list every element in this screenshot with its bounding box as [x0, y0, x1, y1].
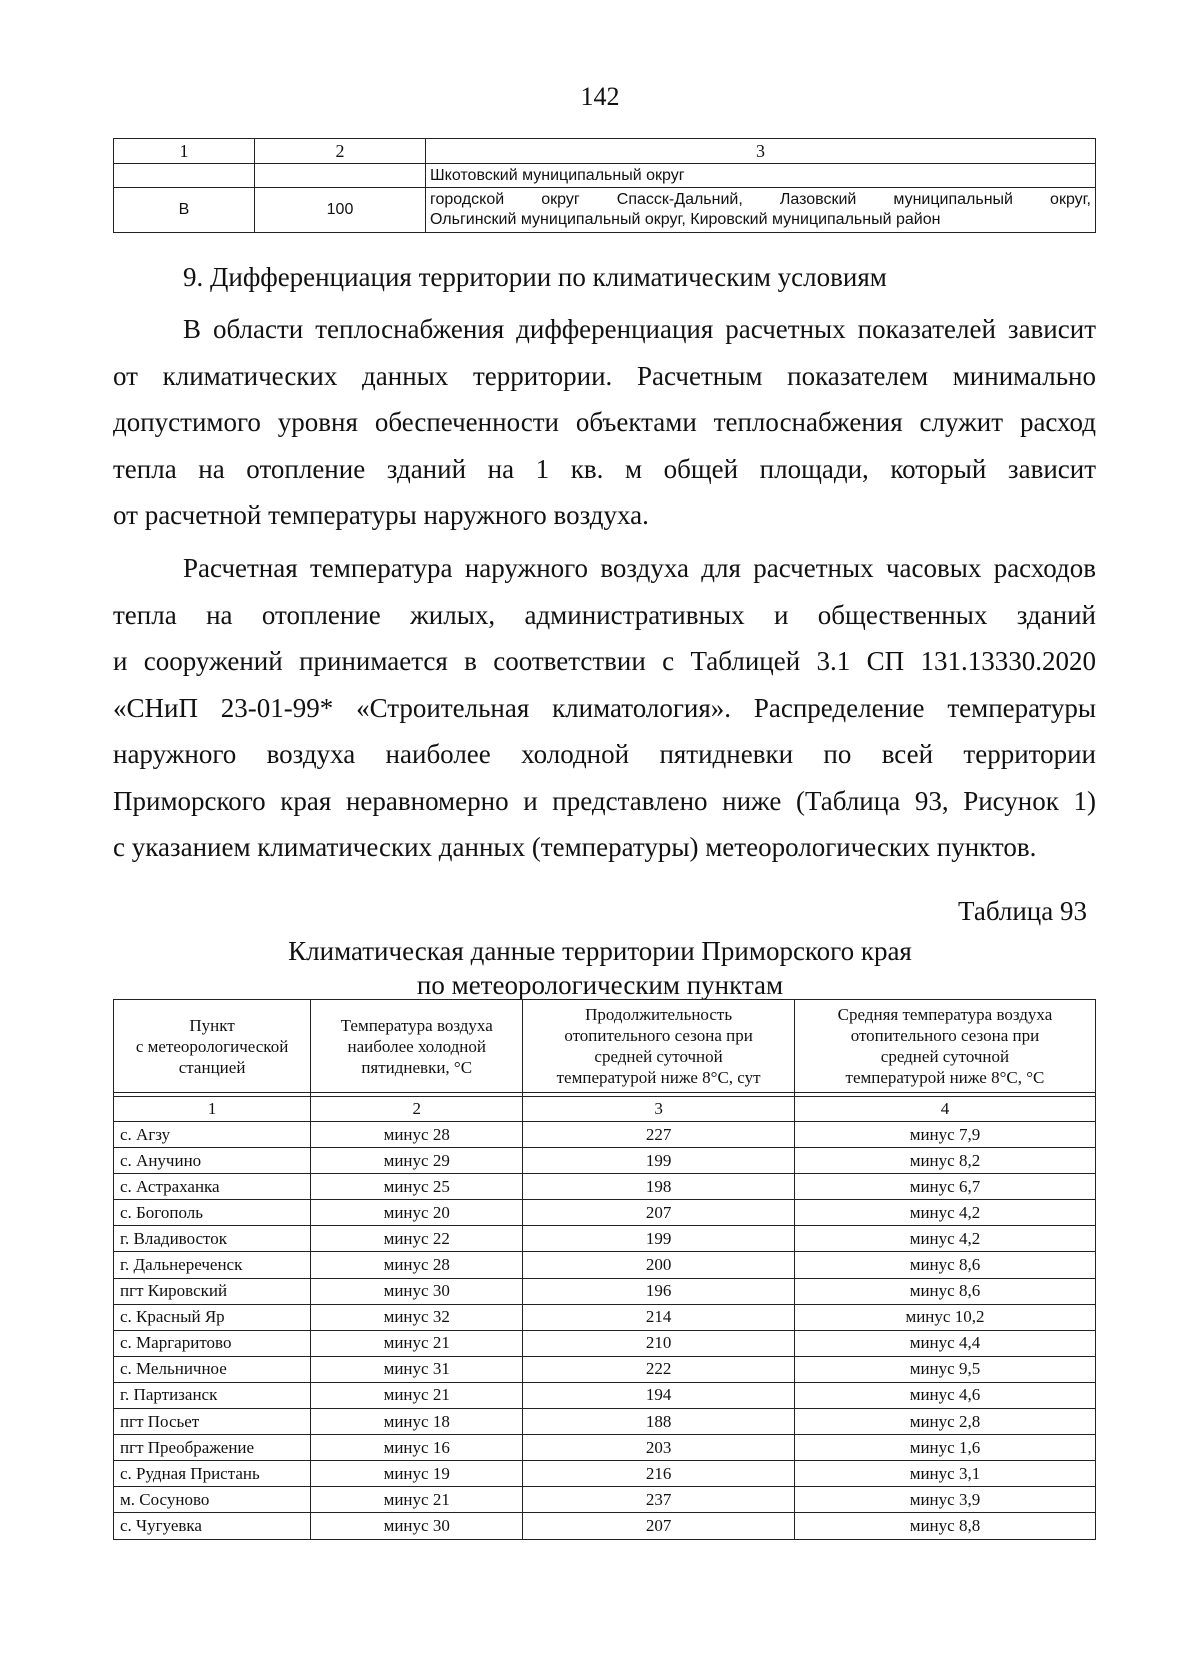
header-line: Продолжительность: [585, 1005, 733, 1024]
table-row: [114, 1435, 1096, 1461]
column-number: 3: [426, 139, 1096, 164]
temperature-cell: минус 19: [311, 1461, 523, 1487]
temperature-cell: минус 21: [311, 1382, 523, 1408]
header-line: средней суточной: [880, 1047, 1010, 1066]
duration-cell: 196: [523, 1278, 795, 1304]
temperature-cell: минус 30: [311, 1513, 523, 1539]
table-cell: В: [114, 188, 255, 233]
station-cell: с. Анучино: [114, 1148, 311, 1174]
header-line: температурой ниже 8°С, сут: [556, 1068, 761, 1087]
station-cell: г. Дальнереченск: [114, 1252, 311, 1278]
table-row: [114, 1330, 1096, 1356]
header-line: пятидневки, °С: [361, 1057, 473, 1077]
duration-cell: 198: [523, 1174, 795, 1200]
header-line: Пункт: [189, 1015, 235, 1035]
table-row: [114, 1356, 1096, 1382]
duration-cell: 203: [523, 1435, 795, 1461]
station-cell: с. Мельничное: [114, 1356, 311, 1382]
temperature-cell: минус 18: [311, 1409, 523, 1435]
table-row: [114, 1226, 1096, 1252]
duration-cell: 200: [523, 1252, 795, 1278]
table-row: [114, 1252, 1096, 1278]
paragraph-line: «СНиП 23-01-99* «Строительная климатология». Распределение температуры: [113, 692, 1096, 723]
temperature-cell: минус 20: [311, 1200, 523, 1226]
column-number: 1: [114, 1097, 311, 1122]
temperature-cell: минус 28: [311, 1252, 523, 1278]
paragraph-line: от расчетной температуры наружного воздуха.: [113, 500, 649, 530]
temperature-cell: минус 29: [311, 1148, 523, 1174]
paragraph-line: с указанием климатических данных (температуры) метеорологических пунктов.: [113, 832, 1037, 862]
header-line: с метеорологической: [135, 1036, 289, 1056]
paragraph-line: Расчетная температура наружного воздуха для расчетных часовых расходов: [183, 553, 1096, 583]
column-header-temperature: [311, 1000, 523, 1093]
table-row: [114, 1409, 1096, 1435]
duration-cell: 227: [523, 1122, 795, 1148]
paragraph-line: наружного воздуха наиболее холодной пятидневки по всей территории: [113, 739, 1096, 769]
average-temperature-cell: минус 3,9: [794, 1487, 1095, 1513]
table-title-line: по метеорологическим пунктам: [416, 970, 784, 1000]
station-cell: с. Маргаритово: [114, 1330, 311, 1356]
average-temperature-cell: минус 8,8: [794, 1513, 1095, 1539]
cell-line: городской округ Спасск-Дальний, Лазовский муниципальный округ,: [430, 191, 1091, 208]
average-temperature-cell: минус 4,2: [794, 1200, 1095, 1226]
average-temperature-cell: минус 4,2: [794, 1226, 1095, 1252]
average-temperature-cell: минус 1,6: [794, 1435, 1095, 1461]
average-temperature-cell: минус 8,6: [794, 1278, 1095, 1304]
duration-cell: 188: [523, 1409, 795, 1435]
table-row: [114, 188, 1096, 233]
temperature-cell: минус 16: [311, 1435, 523, 1461]
table-cell: [114, 164, 255, 188]
climate-table: [113, 999, 1096, 1540]
station-cell: с. Чугуевка: [114, 1513, 311, 1539]
table-title: [0, 934, 1200, 1002]
paragraph: [113, 545, 1096, 871]
table-row: [114, 164, 1096, 188]
header-line: средней суточной: [594, 1047, 723, 1066]
average-temperature-cell: минус 9,5: [794, 1356, 1095, 1382]
duration-cell: 216: [523, 1461, 795, 1487]
column-number: 4: [794, 1097, 1095, 1122]
temperature-cell: минус 25: [311, 1174, 523, 1200]
paragraph-line: и сооружений принимается в соответствии с Таблицей 3.1 СП 131.13330.2020: [113, 646, 1096, 676]
header-line: Температура воздуха: [340, 1015, 493, 1035]
station-cell: пгт Посьет: [114, 1409, 311, 1435]
table-row: [114, 1461, 1096, 1487]
table-row: [114, 1200, 1096, 1226]
temperature-cell: минус 21: [311, 1487, 523, 1513]
section-heading: 9. Дифференциация территории по климатическим условиям: [183, 262, 887, 292]
table-row: [114, 1513, 1096, 1539]
header-line: Средняя температура воздуха: [837, 1005, 1053, 1024]
station-cell: с. Богополь: [114, 1200, 311, 1226]
paragraph-line: Приморского края неравномерно и представлено ниже (Таблица 93, Рисунок 1): [113, 785, 1096, 816]
column-header-duration: [523, 1000, 795, 1093]
header-line: наиболее холодной: [347, 1036, 486, 1056]
column-number: 3: [523, 1097, 795, 1122]
average-temperature-cell: минус 8,6: [794, 1252, 1095, 1278]
temperature-cell: минус 22: [311, 1226, 523, 1252]
duration-cell: 207: [523, 1200, 795, 1226]
station-cell: с. Агзу: [114, 1122, 311, 1148]
header-line: температурой ниже 8°С, °С: [845, 1068, 1045, 1087]
average-temperature-cell: минус 2,8: [794, 1409, 1095, 1435]
paragraph-line: тепла на отопление жилых, административных и общественных зданий: [113, 599, 1096, 630]
table-cell: 100: [255, 188, 426, 233]
header-line: станцией: [178, 1057, 246, 1077]
column-number: 2: [311, 1097, 523, 1122]
station-cell: г. Владивосток: [114, 1226, 311, 1252]
duration-cell: 194: [523, 1382, 795, 1408]
table-header-row: [114, 139, 1096, 164]
table-title-line: Климатическая данные территории Приморского края: [288, 936, 912, 966]
duration-cell: 237: [523, 1487, 795, 1513]
paragraph-line: В области теплоснабжения дифференциация расчетных показателей зависит: [183, 314, 1096, 344]
temperature-cell: минус 30: [311, 1278, 523, 1304]
paragraph: [113, 306, 1096, 539]
header-line: отопительного сезона при: [850, 1026, 1040, 1045]
column-header-average: [794, 1000, 1095, 1093]
table-header-row: [114, 1000, 1096, 1093]
temperature-cell: минус 32: [311, 1304, 523, 1330]
table-row: [114, 1487, 1096, 1513]
temperature-cell: минус 28: [311, 1122, 523, 1148]
paragraph-line: допустимого уровня обеспеченности объектами теплоснабжения служит расход: [113, 407, 1096, 437]
duration-cell: 214: [523, 1304, 795, 1330]
paragraph-line: тепла на отопление зданий на 1 кв. м общей площади, который зависит: [113, 453, 1096, 484]
duration-cell: 199: [523, 1226, 795, 1252]
page-number: 142: [580, 82, 620, 111]
average-temperature-cell: минус 8,2: [794, 1148, 1095, 1174]
cell-line: Ольгинский муниципальный округ, Кировский муниципальный район: [430, 211, 941, 228]
column-number: 1: [114, 139, 255, 164]
average-temperature-cell: минус 7,9: [794, 1122, 1095, 1148]
temperature-cell: минус 31: [311, 1356, 523, 1382]
continuation-table: [113, 138, 1096, 233]
table-row: [114, 1304, 1096, 1330]
average-temperature-cell: минус 4,6: [794, 1382, 1095, 1408]
paragraph-line: от климатических данных территории. Расчетным показателем минимально: [113, 360, 1096, 391]
temperature-cell: минус 21: [311, 1330, 523, 1356]
column-header-station: [114, 1000, 311, 1093]
average-temperature-cell: минус 6,7: [794, 1174, 1095, 1200]
duration-cell: 199: [523, 1148, 795, 1174]
table-row: [114, 1174, 1096, 1200]
station-cell: с. Красный Яр: [114, 1304, 311, 1330]
duration-cell: 210: [523, 1330, 795, 1356]
column-number: 2: [255, 139, 426, 164]
table-cell: [255, 164, 426, 188]
average-temperature-cell: минус 10,2: [794, 1304, 1095, 1330]
station-cell: с. Астраханка: [114, 1174, 311, 1200]
station-cell: пгт Кировский: [114, 1278, 311, 1304]
table-row: [114, 1122, 1096, 1148]
station-cell: г. Партизанск: [114, 1382, 311, 1408]
duration-cell: 222: [523, 1356, 795, 1382]
header-line: отопительного сезона при: [564, 1026, 753, 1045]
station-cell: пгт Преображение: [114, 1435, 311, 1461]
table-cell: [426, 188, 1096, 233]
column-number-row: [114, 1097, 1096, 1122]
station-cell: с. Рудная Пристань: [114, 1461, 311, 1487]
table-cell: Шкотовский муниципальный округ: [426, 164, 1096, 188]
average-temperature-cell: минус 3,1: [794, 1461, 1095, 1487]
table-row: [114, 1148, 1096, 1174]
duration-cell: 207: [523, 1513, 795, 1539]
table-row: [114, 1278, 1096, 1304]
table-row: [114, 1382, 1096, 1408]
average-temperature-cell: минус 4,4: [794, 1330, 1095, 1356]
station-cell: м. Сосуново: [114, 1487, 311, 1513]
table-caption-number: Таблица 93: [958, 896, 1087, 926]
